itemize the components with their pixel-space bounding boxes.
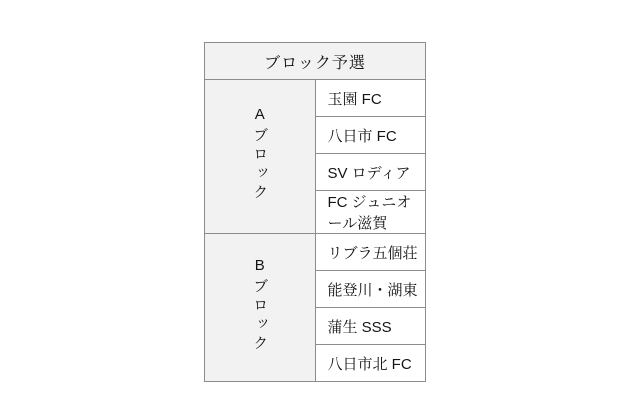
- team-cell-b2: 能登川・湖東: [315, 271, 426, 308]
- block-b-label: Bブロック: [251, 256, 269, 354]
- table-header-row: [205, 43, 426, 80]
- block-a-label-cell: [205, 80, 316, 234]
- block-preliminary-table: [204, 42, 426, 382]
- team-cell-b4: 八日市北 FC: [315, 345, 426, 382]
- block-a-label: Aブロック: [251, 105, 269, 203]
- team-cell-a4: FC ジュニオール滋賀: [315, 191, 426, 234]
- team-cell-b3: 蒲生 SSS: [315, 308, 426, 345]
- team-cell-a3: SV ロディア: [315, 154, 426, 191]
- team-cell-b1: リブラ五個荘: [315, 234, 426, 271]
- block-b-label-cell: [205, 234, 316, 382]
- table-row: [205, 234, 426, 271]
- table-title: ブロック予選: [205, 43, 426, 80]
- team-cell-a2: 八日市 FC: [315, 117, 426, 154]
- team-cell-a1: 玉園 FC: [315, 80, 426, 117]
- table-row: [205, 80, 426, 117]
